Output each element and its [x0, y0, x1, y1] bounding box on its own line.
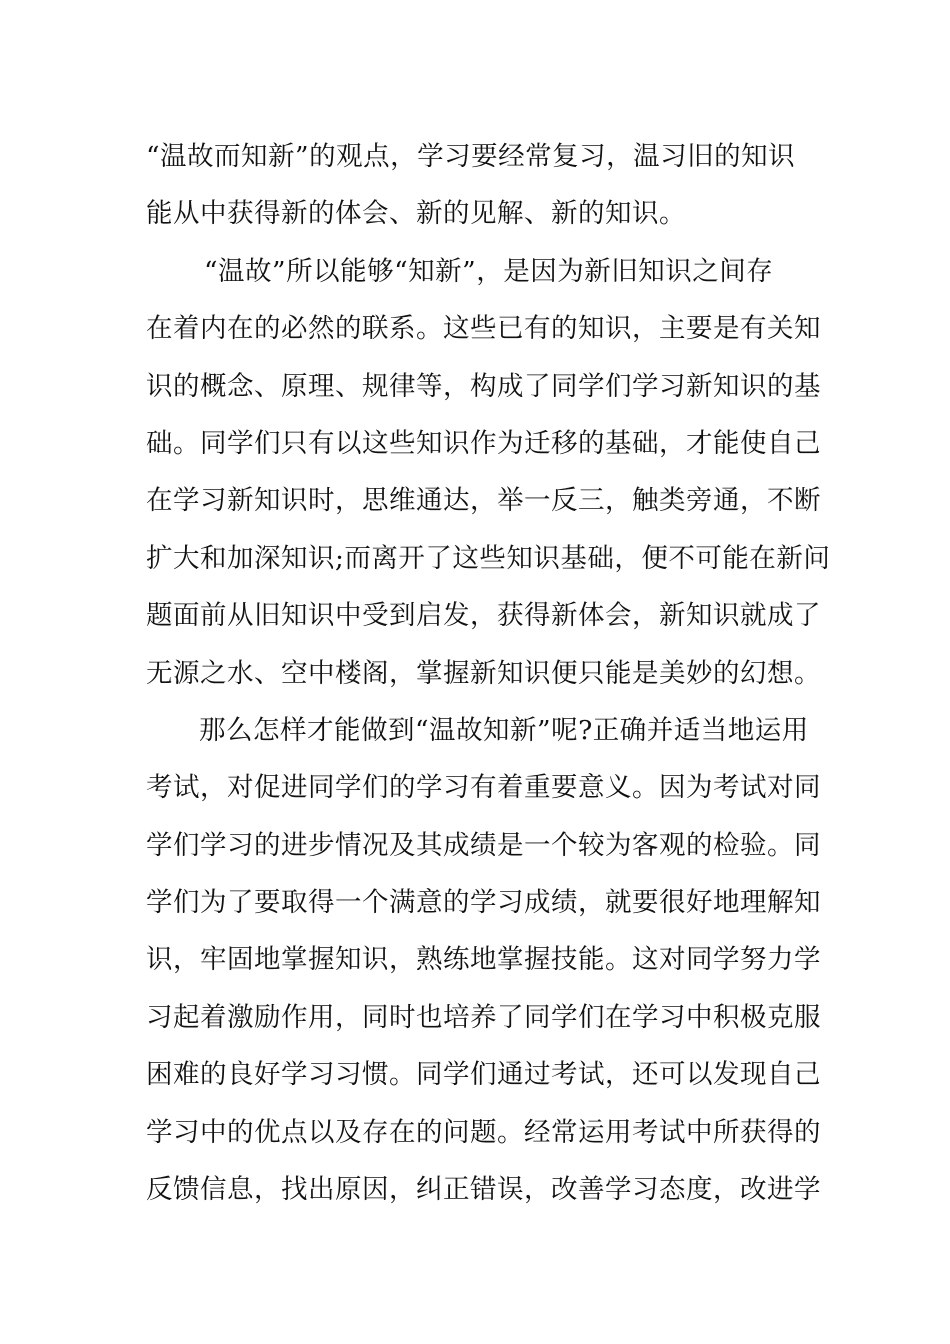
text-line: 识，牢固地掌握知识，熟练地掌握技能。这对同学努力学	[146, 944, 821, 976]
text-line: 学们学习的进步情况及其成绩是一个较为客观的检验。同	[146, 829, 821, 861]
paragraph-1	[146, 128, 806, 243]
text-line: 识的概念、原理、规律等，构成了同学们学习新知识的基	[146, 370, 821, 402]
text-line: “温故”所以能够“知新”，是因为新旧知识之间存	[204, 255, 774, 287]
text-line: 习起着激励作用，同时也培养了同学们在学习中积极克服	[146, 1001, 821, 1033]
text-line: 困难的良好学习习惯。同学们通过考试，还可以发现自己	[146, 1059, 821, 1091]
text-line: 在着内在的必然的联系。这些已有的知识，主要是有关知	[146, 313, 821, 345]
text-line: “温故而知新”的观点，学习要经常复习，温习旧的知识	[146, 141, 796, 172]
text-line: 反馈信息，找出原因，纠正错误，改善学习态度，改进学	[146, 1174, 821, 1206]
paragraph-2	[146, 243, 831, 702]
paragraph-3	[146, 702, 821, 1219]
text-line: 学习中的优点以及存在的问题。经常运用考试中所获得的	[146, 1116, 821, 1148]
document-body	[146, 128, 831, 1218]
text-line: 无源之水、空中楼阁，掌握新知识便只能是美妙的幻想。	[146, 657, 821, 689]
text-line: 学们为了要取得一个满意的学习成绩，就要很好地理解知	[146, 887, 821, 919]
text-line: 础。同学们只有以这些知识作为迁移的基础，才能使自己	[146, 427, 821, 459]
text-line: 那么怎样才能做到“温故知新”呢?正确并适当地运用	[199, 714, 809, 746]
text-line: 考试，对促进同学们的学习有着重要意义。因为考试对同	[146, 772, 821, 804]
text-line: 扩大和加深知识;而离开了这些知识基础，便不可能在新问	[146, 542, 831, 574]
text-line: 在学习新知识时，思维通达，举一反三，触类旁通，不断	[146, 485, 821, 517]
text-line: 题面前从旧知识中受到启发，获得新体会，新知识就成了	[146, 600, 821, 632]
text-line: 能从中获得新的体会、新的见解、新的知识。	[146, 198, 686, 230]
